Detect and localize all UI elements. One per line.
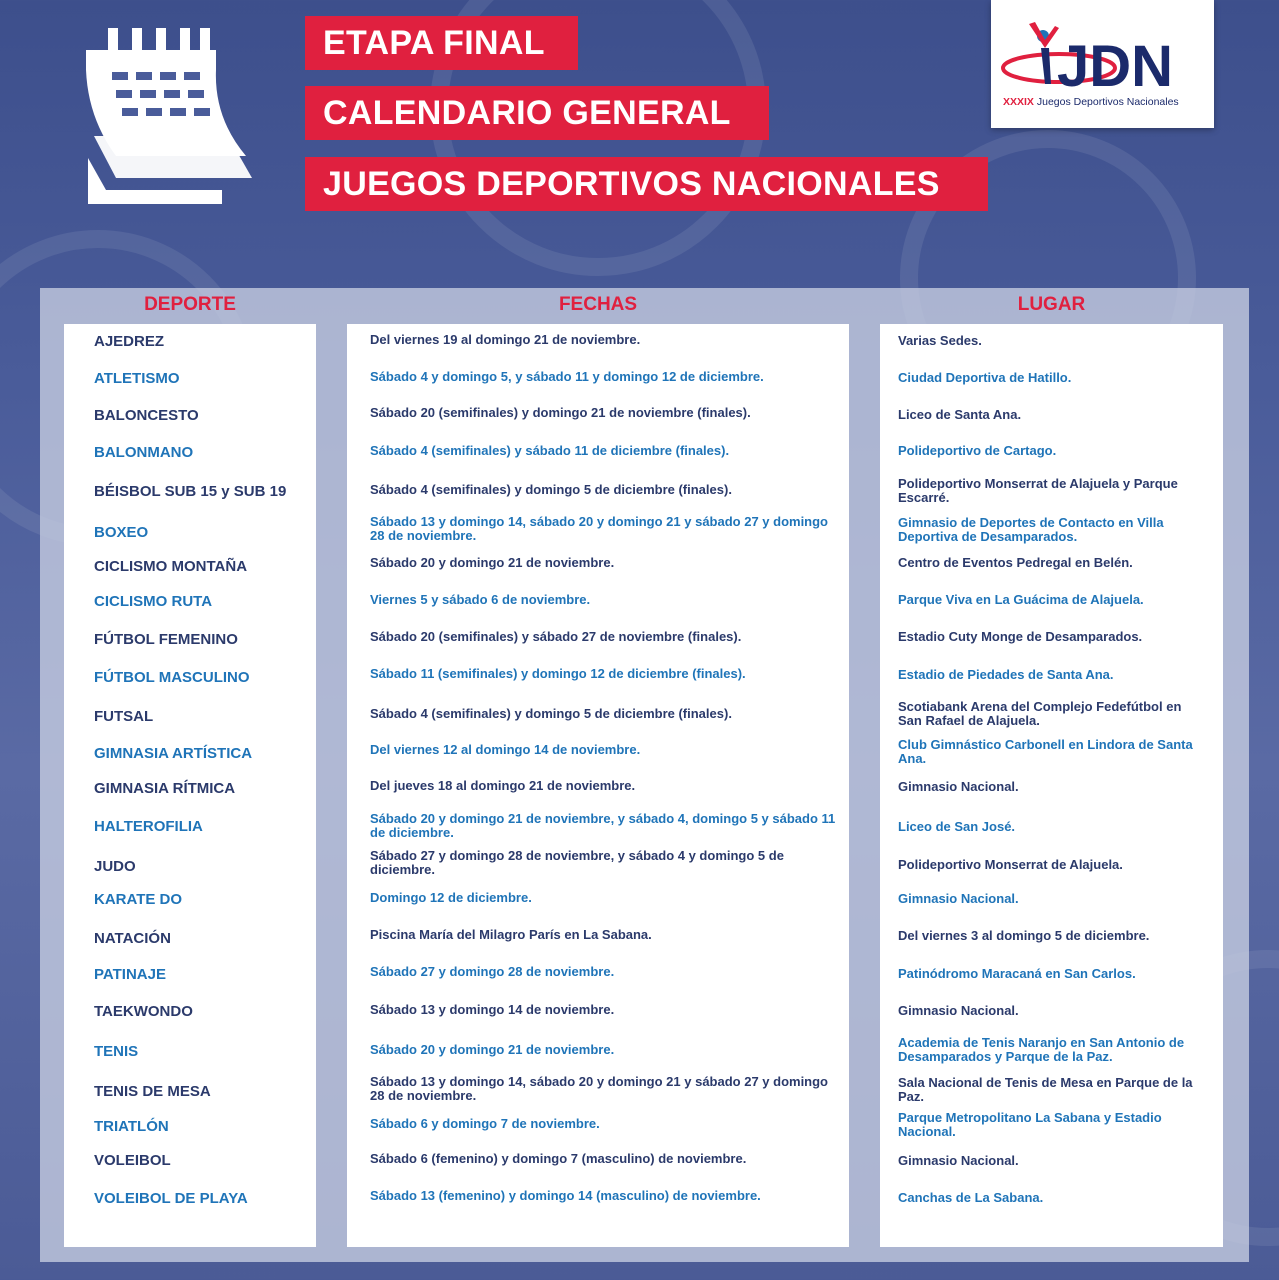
event-dates: Sábado 11 (semifinales) y domingo 12 de diciembre (finales).	[370, 666, 746, 681]
sport-name: BOXEO	[94, 524, 149, 541]
event-venue: Parque Viva en La Guácima de Alajuela.	[898, 592, 1144, 607]
event-dates: Sábado 20 y domingo 21 de noviembre.	[370, 1042, 615, 1057]
event-venue: Varias Sedes.	[898, 333, 982, 348]
event-venue: Polideportivo Monserrat de Alajuela y Parque Escarré.	[898, 476, 1178, 505]
sport-name: FUTSAL	[94, 708, 154, 725]
sport-name: CICLISMO MONTAÑA	[94, 558, 248, 575]
event-dates: Sábado 4 y domingo 5, y sábado 11 y domingo 12 de diciembre.	[370, 369, 764, 384]
event-venue: Gimnasio de Deportes de Contacto en Villa Deportiva de Desamparados.	[898, 515, 1164, 544]
sport-name: TENIS DE MESA	[94, 1083, 211, 1100]
event-dates: Sábado 27 y domingo 28 de noviembre, y sábado 4 y domingo 5 de diciembre.	[370, 848, 784, 877]
event-venue: Polideportivo de Cartago.	[898, 443, 1057, 458]
event-venue: Gimnasio Nacional.	[898, 779, 1019, 794]
event-dates: Sábado 4 (semifinales) y domingo 5 de diciembre (finales).	[370, 706, 732, 721]
title-etapa-final: ETAPA FINAL	[305, 16, 578, 70]
event-dates: Sábado 13 y domingo 14, sábado 20 y domingo 21 y sábado 27 y domingo 28 de noviembre.	[370, 1074, 829, 1103]
event-venue: Sala Nacional de Tenis de Mesa en Parque de la Paz.	[898, 1075, 1193, 1104]
logo-subtitle: XXXIX Juegos Deportivos Nacionales	[1003, 96, 1179, 108]
sport-name: TENIS	[94, 1043, 139, 1060]
logo-brand: JDN	[1057, 34, 1174, 96]
sport-name: JUDO	[94, 858, 136, 875]
header-lugar: LUGAR	[1017, 294, 1086, 315]
event-dates: Sábado 20 (semifinales) y sábado 27 de noviembre (finales).	[370, 629, 742, 644]
sport-name: TRIATLÓN	[94, 1118, 169, 1135]
event-dates: Sábado 20 (semifinales) y domingo 21 de noviembre (finales).	[370, 405, 751, 420]
event-dates: Viernes 5 y sábado 6 de noviembre.	[370, 592, 591, 607]
sport-name: GIMNASIA RÍTMICA	[94, 780, 236, 797]
sport-name: BALONCESTO	[94, 407, 199, 424]
event-dates: Sábado 20 y domingo 21 de noviembre.	[370, 555, 615, 570]
sport-name: TAEKWONDO	[94, 1003, 193, 1020]
sport-name: AJEDREZ	[94, 333, 165, 350]
sport-name: CICLISMO RUTA	[94, 593, 213, 610]
sport-name: VOLEIBOL	[94, 1152, 171, 1169]
event-dates: Sábado 13 y domingo 14, sábado 20 y domingo 21 y sábado 27 y domingo 28 de noviembre.	[370, 514, 829, 543]
sport-name: HALTEROFILIA	[94, 818, 203, 835]
event-venue: Centro de Eventos Pedregal en Belén.	[898, 555, 1133, 570]
event-dates: Sábado 20 y domingo 21 de noviembre, y sábado 4, domingo 5 y sábado 11 de diciembre.	[370, 811, 836, 840]
event-dates: Del viernes 19 al domingo 21 de noviembre.	[370, 332, 641, 347]
calendar-icon	[86, 18, 261, 206]
event-dates: Sábado 13 (femenino) y domingo 14 (masculino) de noviembre.	[370, 1188, 761, 1203]
sport-name: BALONMANO	[94, 444, 194, 461]
jdn-logo	[991, 0, 1214, 128]
event-venue: Parque Metropolitano La Sabana y Estadio Nacional.	[898, 1110, 1162, 1139]
sport-name: VOLEIBOL DE PLAYA	[94, 1190, 248, 1207]
sport-name: PATINAJE	[94, 966, 166, 983]
sport-name: FÚTBOL MASCULINO	[94, 669, 250, 686]
event-venue: Club Gimnástico Carbonell en Lindora de Santa Ana.	[898, 737, 1193, 766]
sport-name: FÚTBOL FEMENINO	[94, 631, 238, 648]
jdn-logo-mark	[999, 14, 1209, 96]
event-venue: Estadio Cuty Monge de Desamparados.	[898, 629, 1143, 644]
sport-name: ATLETISMO	[94, 370, 180, 387]
event-venue: Patinódromo Maracaná en San Carlos.	[898, 966, 1136, 981]
event-venue: Academia de Tenis Naranjo en San Antonio de Desamparados y Parque de la Paz.	[898, 1035, 1185, 1064]
event-venue: Liceo de San José.	[898, 819, 1016, 834]
event-venue: Liceo de Santa Ana.	[898, 407, 1022, 422]
header-fechas: FECHAS	[558, 294, 638, 315]
event-dates: Sábado 13 y domingo 14 de noviembre.	[370, 1002, 615, 1017]
event-venue: Ciudad Deportiva de Hatillo.	[898, 370, 1072, 385]
title-calendario-general: CALENDARIO GENERAL	[305, 86, 769, 140]
event-dates: Domingo 12 de diciembre.	[370, 890, 532, 905]
sport-name: GIMNASIA ARTÍSTICA	[94, 745, 253, 762]
event-venue: Canchas de La Sabana.	[898, 1190, 1044, 1205]
event-dates: Del jueves 18 al domingo 21 de noviembre.	[370, 778, 636, 793]
event-venue: Gimnasio Nacional.	[898, 891, 1019, 906]
event-venue: Scotiabank Arena del Complejo Fedefútbol en San Rafael de Alajuela.	[898, 699, 1182, 728]
event-venue: Polideportivo Monserrat de Alajuela.	[898, 857, 1123, 872]
event-dates: Piscina María del Milagro París en La Sabana.	[370, 927, 652, 942]
event-dates: Sábado 6 (femenino) y domingo 7 (masculino) de noviembre.	[370, 1151, 747, 1166]
sport-name: NATACIÓN	[94, 930, 171, 947]
header-deporte: DEPORTE	[144, 294, 236, 315]
event-dates: Del viernes 12 al domingo 14 de noviembre.	[370, 742, 641, 757]
event-venue: Estadio de Piedades de Santa Ana.	[898, 667, 1114, 682]
event-dates: Sábado 4 (semifinales) y domingo 5 de diciembre (finales).	[370, 482, 732, 497]
title-juegos-deportivos: JUEGOS DEPORTIVOS NACIONALES	[305, 157, 988, 211]
sport-name: KARATE DO	[94, 891, 183, 908]
event-venue: Gimnasio Nacional.	[898, 1153, 1019, 1168]
event-venue: Del viernes 3 al domingo 5 de diciembre.	[898, 928, 1150, 943]
event-venue: Gimnasio Nacional.	[898, 1003, 1019, 1018]
event-dates: Sábado 27 y domingo 28 de noviembre.	[370, 964, 615, 979]
event-dates: Sábado 6 y domingo 7 de noviembre.	[370, 1116, 600, 1131]
sport-name: BÉISBOL SUB 15 y SUB 19	[94, 483, 287, 500]
event-dates: Sábado 4 (semifinales) y sábado 11 de diciembre (finales).	[370, 443, 730, 458]
